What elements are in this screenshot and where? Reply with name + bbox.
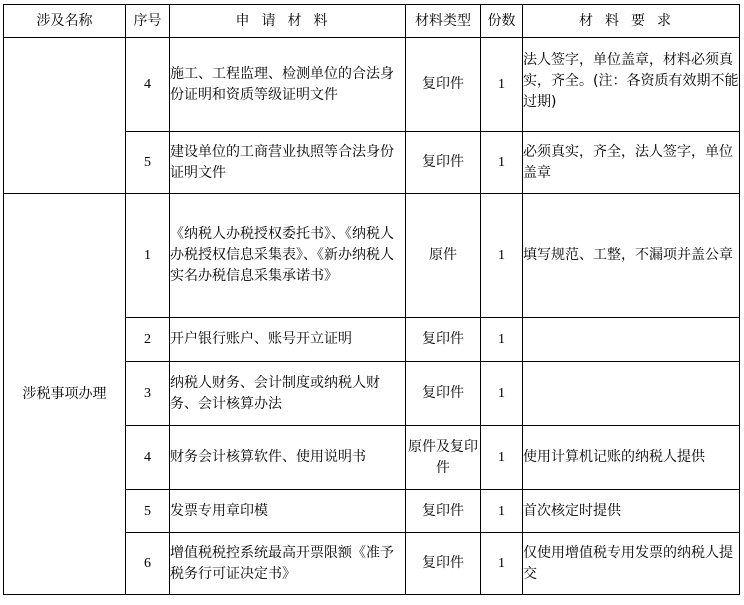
header-material: 申请材料: [170, 5, 406, 38]
group-name-cell: 涉税事项办理: [4, 194, 126, 595]
material-cell: 《纳税人办税授权委托书》、《纳税人办税授权信息采集表》、《新办纳税人实名办税信息采集承诺书》: [170, 194, 406, 318]
row-number: 2: [126, 318, 170, 362]
count-cell: 1: [481, 38, 523, 132]
table-row: [4, 194, 740, 318]
material-type-cell: 复印件: [406, 318, 481, 362]
count-cell: 1: [481, 318, 523, 362]
material-type-cell: 复印件: [406, 490, 481, 533]
material-cell: 建设单位的工商营业执照等合法身份证明文件: [170, 132, 406, 194]
requirement-cell: 法人签字，单位盖章，材料必须真实，齐全。(注：各资质有效期不能过期): [523, 38, 740, 132]
material-type-cell: 原件: [406, 194, 481, 318]
requirements-table: [3, 4, 740, 595]
group-name-cell: [4, 38, 126, 194]
row-number: 5: [126, 132, 170, 194]
requirement-cell: 必须真实，齐全，法人签字，单位盖章: [523, 132, 740, 194]
row-number: 6: [126, 533, 170, 595]
requirement-cell: [523, 318, 740, 362]
table-row: [4, 38, 740, 132]
material-type-cell: 复印件: [406, 132, 481, 194]
count-cell: 1: [481, 362, 523, 426]
material-cell: 财务会计核算软件、使用说明书: [170, 426, 406, 490]
header-requirement: 材料要求: [523, 5, 740, 38]
count-cell: 1: [481, 132, 523, 194]
row-number: 4: [126, 38, 170, 132]
requirement-cell: 仅使用增值税专用发票的纳税人提交: [523, 533, 740, 595]
header-material-type: 材料类型: [406, 5, 481, 38]
header-number: 序号: [126, 5, 170, 38]
material-type-cell: 原件及复印件: [406, 426, 481, 490]
requirement-cell: 填写规范、工整，不漏项并盖公章: [523, 194, 740, 318]
header-count: 份数: [481, 5, 523, 38]
requirement-cell: 首次核定时提供: [523, 490, 740, 533]
count-cell: 1: [481, 533, 523, 595]
row-number: 1: [126, 194, 170, 318]
header-category: 涉及名称: [4, 5, 126, 38]
material-cell: 开户银行账户、账号开立证明: [170, 318, 406, 362]
requirement-cell: 使用计算机记账的纳税人提供: [523, 426, 740, 490]
row-number: 5: [126, 490, 170, 533]
material-cell: 纳税人财务、会计制度或纳税人财务、会计核算办法: [170, 362, 406, 426]
material-type-cell: 复印件: [406, 362, 481, 426]
count-cell: 1: [481, 194, 523, 318]
material-cell: 施工、工程监理、检测单位的合法身份证明和资质等级证明文件: [170, 38, 406, 132]
header-row: [4, 5, 740, 38]
material-cell: 发票专用章印模: [170, 490, 406, 533]
requirement-cell: [523, 362, 740, 426]
material-type-cell: 复印件: [406, 38, 481, 132]
count-cell: 1: [481, 426, 523, 490]
row-number: 3: [126, 362, 170, 426]
material-type-cell: 复印件: [406, 533, 481, 595]
material-cell: 增值税税控系统最高开票限额《准予税务行可证决定书》: [170, 533, 406, 595]
count-cell: 1: [481, 490, 523, 533]
row-number: 4: [126, 426, 170, 490]
